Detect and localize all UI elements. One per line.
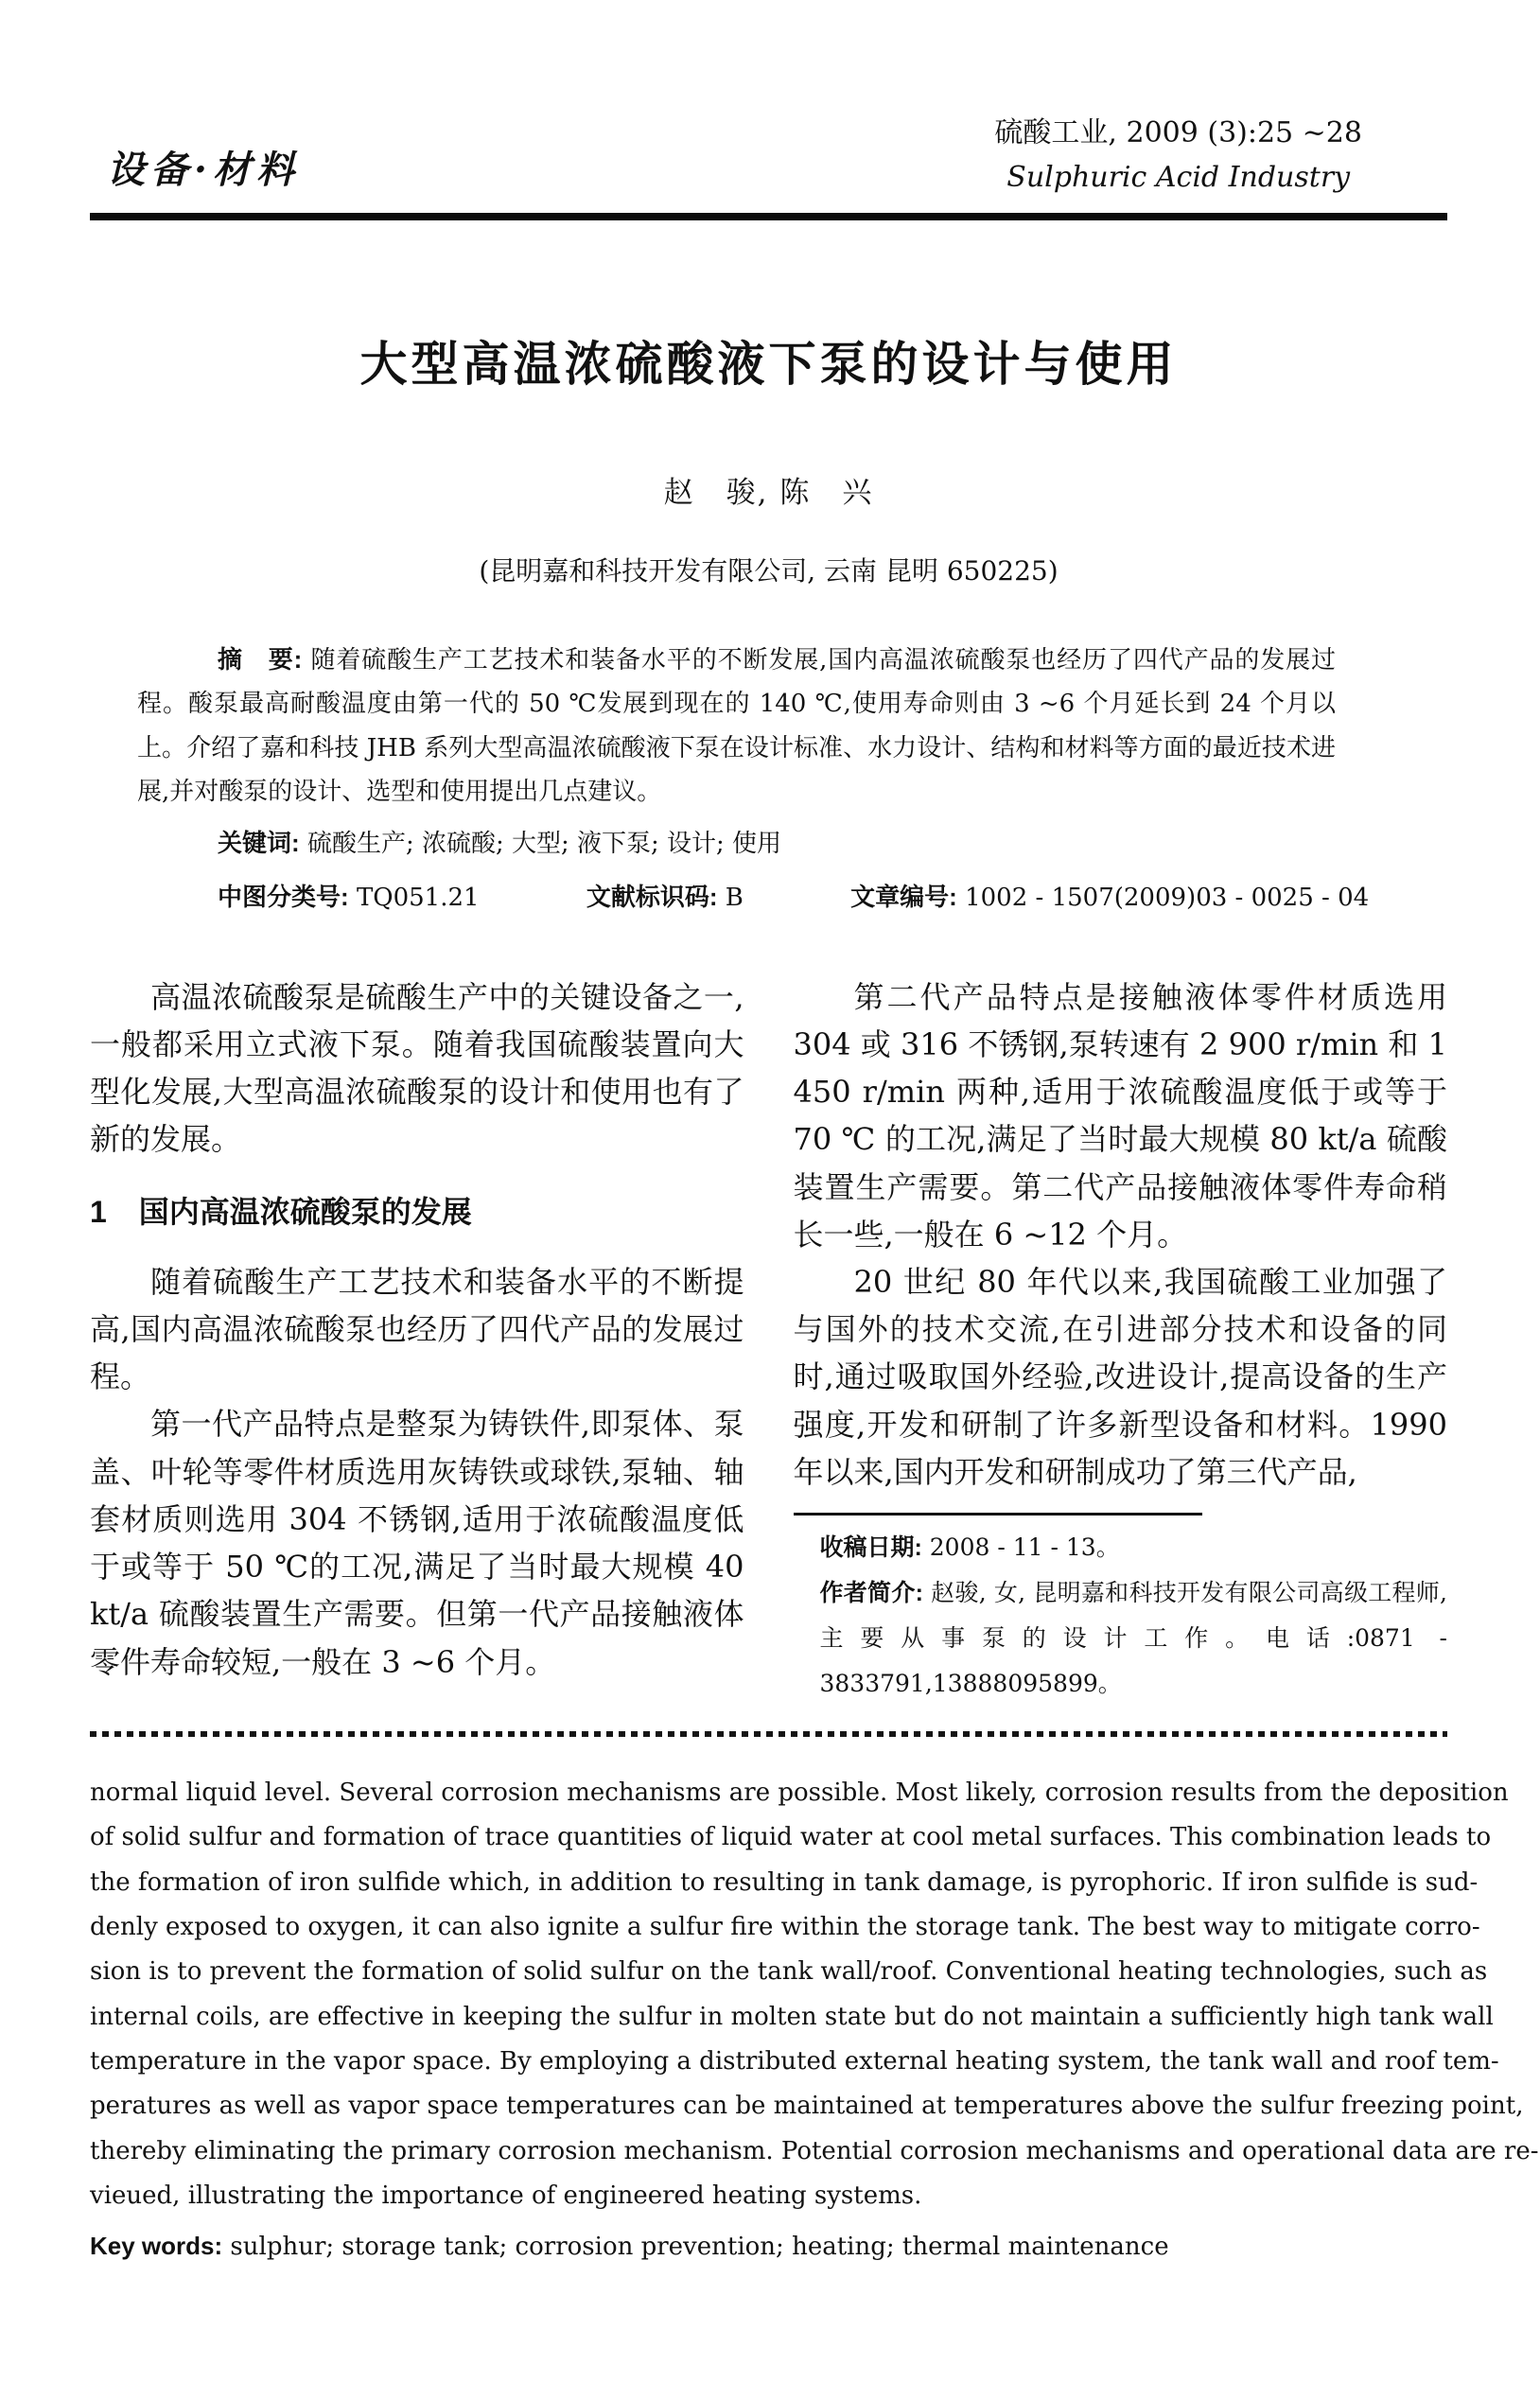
english-text-line: vieued, illustrating the importance of engineered heating systems. — [90, 2181, 922, 2210]
journal-citation: 硫酸工业, 2009 (3):25 ~28 — [994, 116, 1362, 149]
abstract-text: 随着硫酸生产工艺技术和装备水平的不断发展,国内高温浓硫酸泵也经历了四代产品的发展过程。酸泵最高耐酸温度由第一代的 50 ℃发展到现在的 140 ℃,使用寿命则由 3 ~6 个月延长到 24 个月以上。介绍了嘉和科技 JHB 系列大型高温浓硫酸液下泵在设计标准、水力设计、结构和材料等方面的最近技术进展,并对酸泵的设计、选型和使用提出几点建议。 — [137, 646, 1336, 806]
journal-info — [994, 112, 1447, 200]
english-text-line: peratures as well as vapor space temperatures can be maintained at temperatures above the sulfur freezing point, — [90, 2092, 1524, 2121]
english-text-line: thereby eliminating the primary corrosion mechanism. Potential corrosion mechanisms and operational data are re- — [90, 2136, 1539, 2165]
keywords-label: 关键词: — [218, 829, 300, 858]
classification-line — [137, 875, 1370, 920]
body-paragraph: 20 世纪 80 年代以来,我国硫酸工业加强了与国外的技术交流,在引进部分技术和设备的同时,通过吸取国外经验,改进设计,提高设备的生产强度,开发和研制了许多新型设备和材料。1990 年以来,国内开发和研制成功了第三代产品, — [793, 1264, 1447, 1490]
english-text-line: internal coils, are effective in keeping the sulfur in molten state but do not maintain a sufficiently high tank wall — [90, 2002, 1494, 2031]
document-code: 文献标识码: B — [586, 883, 744, 913]
abstract-label: 摘 要: — [218, 645, 303, 674]
english-text-line: of solid sulfur and formation of trace quantities of liquid water at cool metal surfaces. This combination leads to — [90, 1823, 1492, 1852]
english-keywords-line — [90, 2224, 1447, 2269]
section-title: 国内高温浓硫酸泵的发展 — [138, 1194, 472, 1229]
section-1-heading — [90, 1188, 744, 1235]
english-abstract-lines — [90, 1771, 1539, 2218]
intro-paragraph: 高温浓硫酸泵是硫酸生产中的关键设备之一,一般都采用立式液下泵。随着我国硫酸装置向大型化发展,大型高温浓硫酸泵的设计和使用也有了新的发展。 — [90, 978, 744, 1158]
authors: 赵 骏, 陈 兴 — [663, 476, 874, 510]
page-header — [90, 112, 1447, 200]
body-paragraph: 随着硫酸生产工艺技术和装备水平的不断提高,国内高温浓硫酸泵也经历了四代产品的发展过程。 — [90, 1263, 744, 1395]
article-id: 文章编号: 1002 - 1507(2009)03 - 0025 - 04 — [850, 883, 1370, 913]
received-date-line: 收稿日期: 2008 - 11 - 13。 — [819, 1533, 1120, 1562]
footnote-block — [794, 1513, 1448, 1707]
right-column — [794, 973, 1448, 1708]
english-keywords-text: sulphur; storage tank; corrosion prevention; heating; thermal maintenance — [230, 2233, 1169, 2262]
body-paragraph: 第二代产品特点是接触液体零件材质选用 304 或 316 不锈钢,泵转速有 2 900 r/min 和 1 450 r/min 两种,适用于浓硫酸温度低于或等于 70 ℃ 的工况,满足了当时最大规模 80 kt/a 硫酸装置生产需要。第二代产品接触液体零件寿命稍长一些,一般在 6 ~12 个月。 — [793, 978, 1447, 1253]
english-text-line: sion is to prevent the formation of solid sulfur on the tank wall/roof. Conventional heating technologies, such as — [90, 1957, 1488, 1987]
english-abstract-block — [90, 1771, 1539, 2269]
english-text-line: temperature in the vapor space. By employing a distributed external heating system, the tank wall and roof tem- — [90, 2047, 1499, 2076]
english-text-line: normal liquid level. Several corrosion mechanisms are possible. Most likely, corrosion results from the deposition — [90, 1778, 1509, 1808]
body-paragraph: 第一代产品特点是整泵为铸铁件,即泵体、泵盖、叶轮等零件材质选用灰铸铁或球铁,泵轴、轴套材质则选用 304 不锈钢,适用于浓硫酸温度低于或等于 50 ℃的工况,满足了当时最大规模 40 kt/a 硫酸装置生产需要。但第一代产品接触液体零件寿命较短,一般在 3 ~6 个月。 — [90, 1406, 744, 1680]
english-keywords-label: Key words: — [90, 2232, 223, 2261]
section-number: 1 — [90, 1194, 107, 1229]
footnote-rule — [794, 1513, 1202, 1516]
abstract-block — [137, 638, 1370, 920]
english-text-line: denly exposed to oxygen, it can also ignite a sulfur fire within the storage tank. The best way to mitigate corro- — [90, 1913, 1480, 1942]
keywords-line — [137, 821, 1336, 866]
affiliation: (昆明嘉和科技开发有限公司, 云南 昆明 650225) — [479, 555, 1059, 587]
body-columns — [90, 973, 1447, 1708]
abstract-paragraph — [137, 638, 1336, 814]
arrow-dots-divider — [90, 1731, 1447, 1737]
article-title: 大型高温浓硫酸液下泵的设计与使用 — [359, 336, 1178, 392]
header-double-rule — [90, 213, 1447, 220]
keywords-text: 硫酸生产; 浓硫酸; 大型; 液下泵; 设计; 使用 — [306, 830, 782, 859]
left-column — [90, 973, 744, 1708]
author-bio-line: 作者简介: 赵骏, 女, 昆明嘉和科技开发有限公司高级工程师,主要从事泵的设计工作。电话:0871 - 3833791,13888095899。 — [819, 1579, 1447, 1698]
english-text-line: the formation of iron sulfide which, in addition to resulting in tank damage, is pyrophoric. If iron sulfide is sud- — [90, 1867, 1479, 1897]
column-section-label: 设备·材料 — [107, 148, 300, 192]
clc-number: 中图分类号: TQ051.21 — [218, 883, 480, 913]
journal-name-english: Sulphuric Acid Industry — [1006, 160, 1351, 194]
